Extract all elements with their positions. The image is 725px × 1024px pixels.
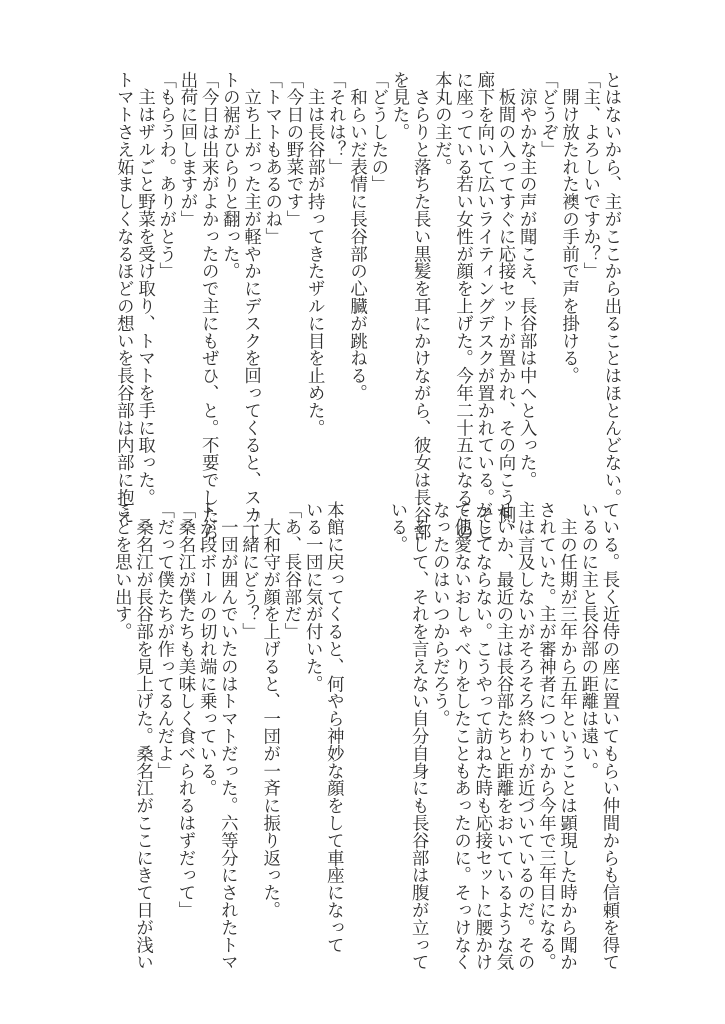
text-line: て他愛ないおしゃべりをしたこともあったのに。そっけなく <box>450 501 471 971</box>
text-line: 大和守が顔を上げると、一団が一斉に振り返った。 <box>259 501 280 919</box>
text-line: 主は長谷部が持ってきたザルに目を止めた。 <box>304 71 325 437</box>
text-line: いる一団に気が付いた。 <box>302 501 323 693</box>
text-line: 「今日は出来がよかったので主にもぜひ、と。不要でしたら <box>198 71 219 541</box>
text-line: 「どうしたの」 <box>367 71 388 193</box>
upper-text-block <box>112 71 621 541</box>
text-line: 主の任期が三年から五年ということは顕現した時から聞か <box>556 501 577 971</box>
text-line: 一団が囲んでいたのはトマトだった。六等分にされたトマ <box>217 501 238 971</box>
text-line <box>365 501 386 891</box>
text-line: なったのはいつからだろう。 <box>429 501 450 728</box>
text-line: 「もらうわ。ありがとう」 <box>155 71 176 280</box>
text-line: 主は言及しないがそろそろ終わりが近づいているのだ。その <box>514 501 535 971</box>
text-line: 「今日の野菜です」 <box>282 71 303 228</box>
text-line: トマトさえ妬ましくなるほどの想いを長谷部は内部に抱え <box>113 71 134 524</box>
text-line: 「主、よろしいですか？」 <box>579 71 600 280</box>
text-line: 桑名江が長谷部を見上げた。桑名江がここにきて日が浅い <box>132 501 153 971</box>
text-line: 「トマトもあるのね」 <box>261 71 282 245</box>
text-line: いるのに主と長谷部の距離は遠い。 <box>577 501 598 780</box>
text-line: ている。長く近侍の座に置いてもらい仲間からも信頼を得て <box>599 501 619 971</box>
text-line: そして、それを言えない自分自身にも長谷部は腹が立って <box>408 501 429 971</box>
text-line: 「一緒にどう？」 <box>238 501 259 641</box>
text-line: 板間の入ってすぐに応接セットが置かれ、その向こう側、 <box>494 71 515 541</box>
text-line: 「桑名江が僕たちも美味しく食べられるはずだって」 <box>174 501 195 919</box>
text-line: 主はザルごと野菜を受け取り、トマトを手に取った。 <box>134 71 155 506</box>
text-line: さらりと落ちた長い黒髪を耳にかけながら、彼女は長谷部 <box>410 71 431 541</box>
text-line: 本丸の主だ。 <box>431 71 452 176</box>
text-line: 「だって僕たちが作ってるんだよ」 <box>153 501 174 780</box>
text-line: ことを思い出す。 <box>111 501 132 641</box>
text-line: 立ち上がった主が軽やかにデスクを回ってくると、スカー <box>240 71 261 541</box>
text-line: せいか、最近の主は長谷部たちと距離をおいているような気 <box>492 501 513 971</box>
text-line <box>343 501 364 891</box>
text-line: 「あ、長谷部だ」 <box>280 501 301 641</box>
text-line: 開け放たれた襖の手前で声を掛ける。 <box>558 71 579 385</box>
text-line: 「どうぞ」 <box>537 71 558 158</box>
text-line: 和らいだ表情に長谷部の心臓が跳ねる。 <box>346 71 367 402</box>
text-line: 「それは？」 <box>325 71 346 176</box>
text-line: 本館に戻ってくると、何やら神妙な顔をして車座になって <box>323 501 344 954</box>
text-line: されていた。主が審神者についてから今年で三年目になる。 <box>535 501 556 971</box>
text-line: を見た。 <box>388 71 409 141</box>
text-line: に座っている若い女性が顔を上げた。今年二十五になるこの <box>452 71 473 541</box>
lower-text-block <box>110 501 619 971</box>
text-line: 涼やかな主の声が聞こえ、長谷部は中へと入った。 <box>516 71 537 489</box>
text-line: 出荷に回しますが」 <box>176 71 197 228</box>
text-line: がしてならない。こうやって訪ねた時も応接セットに腰かけ <box>471 501 492 971</box>
text-line: トの裾がひらりと翻った。 <box>219 71 240 280</box>
text-line: トが段ボールの切れ端に乗っている。 <box>196 501 217 797</box>
text-line: とはないから、主がここから出ることはほとんどない。 <box>601 71 621 506</box>
text-line: 廊下を向いて広いライティングデスクが置かれている。そこ <box>473 71 494 541</box>
text-line: いる。 <box>386 501 407 554</box>
